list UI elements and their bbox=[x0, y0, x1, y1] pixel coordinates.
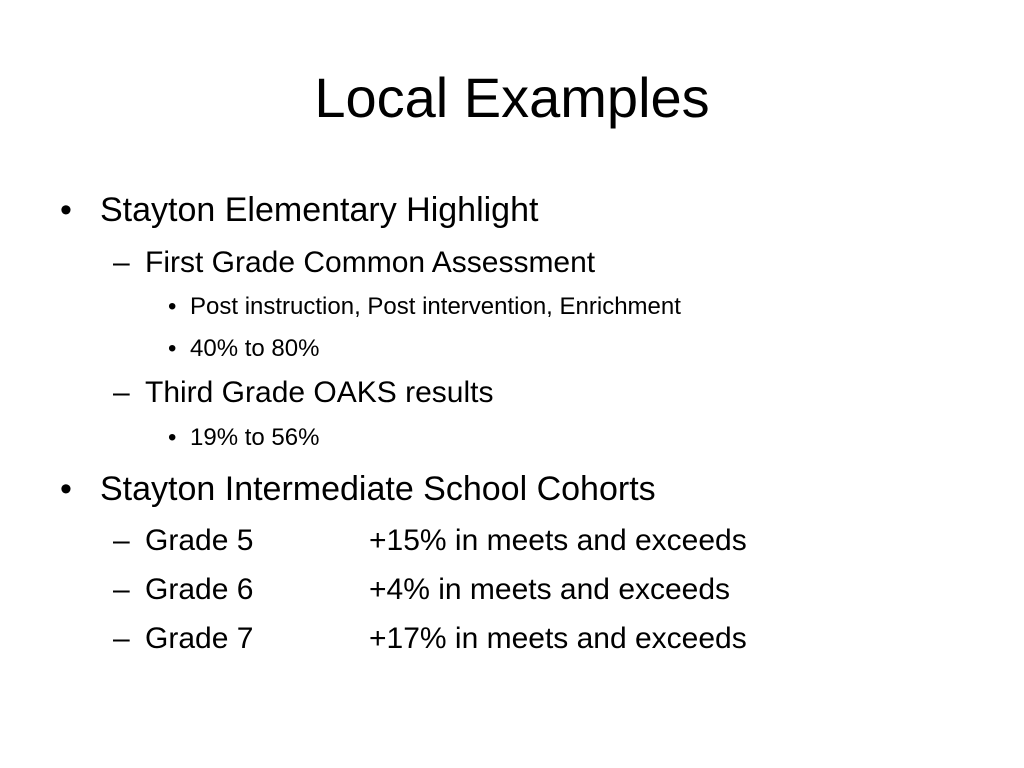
list-item-grade-5 bbox=[113, 523, 747, 559]
grade-result: +4% in meets and exceeds bbox=[369, 573, 731, 606]
list-item-label: Third Grade OAKS results bbox=[145, 376, 494, 409]
bullet-icon: • bbox=[168, 335, 177, 362]
bullet-icon: • bbox=[168, 424, 177, 451]
dash-icon: – bbox=[113, 246, 130, 279]
list-item-first-grade-percent bbox=[168, 334, 320, 364]
list-item-stayton-intermediate bbox=[60, 469, 656, 509]
bullet-icon: • bbox=[60, 191, 72, 229]
list-item-label: Post instruction, Post intervention, Enrichment bbox=[190, 293, 681, 320]
list-item-label: First Grade Common Assessment bbox=[145, 246, 596, 279]
list-item-third-grade bbox=[113, 375, 494, 411]
bullet-icon: • bbox=[60, 470, 72, 508]
list-item-label: Stayton Intermediate School Cohorts bbox=[100, 470, 656, 508]
dash-icon: – bbox=[113, 376, 130, 409]
dash-icon: – bbox=[113, 573, 130, 606]
list-item-label: 40% to 80% bbox=[190, 335, 320, 362]
dash-icon: – bbox=[113, 622, 130, 655]
grade-result: +15% in meets and exceeds bbox=[369, 524, 747, 557]
list-item-label: 19% to 56% bbox=[190, 424, 320, 451]
list-item-grade-6 bbox=[113, 572, 731, 608]
list-item-post-instruction bbox=[168, 292, 681, 322]
grade-result: +17% in meets and exceeds bbox=[369, 622, 747, 655]
dash-icon: – bbox=[113, 524, 130, 557]
grade-label: Grade 5 bbox=[145, 524, 254, 557]
bullet-icon: • bbox=[168, 293, 177, 320]
list-item-first-grade bbox=[113, 245, 596, 281]
list-item-third-grade-percent bbox=[168, 423, 320, 453]
slide-title: Local Examples bbox=[314, 66, 710, 129]
list-item-grade-7 bbox=[113, 621, 747, 657]
grade-label: Grade 7 bbox=[145, 622, 254, 655]
list-item-stayton-elementary bbox=[60, 190, 539, 230]
list-item-label: Stayton Elementary Highlight bbox=[100, 191, 539, 229]
grade-label: Grade 6 bbox=[145, 573, 254, 606]
